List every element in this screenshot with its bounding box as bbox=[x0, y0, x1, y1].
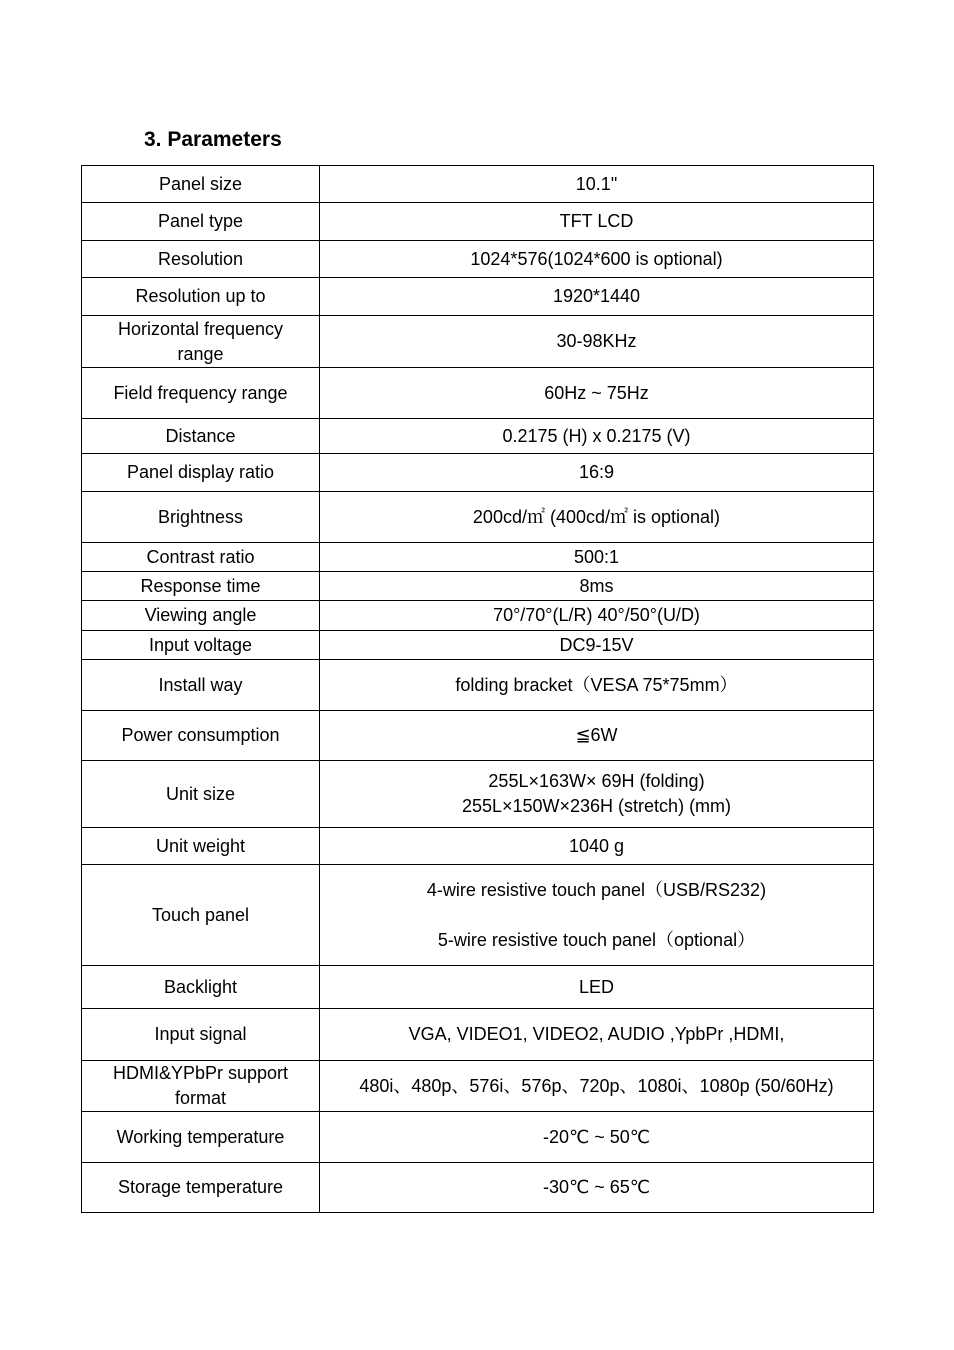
table-row bbox=[82, 543, 874, 572]
param-value: 70°/70°(L/R) 40°/50°(U/D) bbox=[320, 601, 874, 631]
table-row bbox=[82, 166, 874, 203]
table-row bbox=[82, 631, 874, 660]
param-label: Input signal bbox=[82, 1009, 320, 1061]
param-value: folding bracket（VESA 75*75mm） bbox=[320, 660, 874, 711]
param-value: DC9-15V bbox=[320, 631, 874, 660]
param-label: Touch panel bbox=[82, 865, 320, 966]
param-value: 8ms bbox=[320, 572, 874, 601]
param-label: Working temperature bbox=[82, 1112, 320, 1163]
table-row bbox=[82, 1163, 874, 1213]
table-row bbox=[82, 660, 874, 711]
table-row bbox=[82, 601, 874, 631]
param-value-line: 255L×150W×236H (stretch) (mm) bbox=[461, 796, 732, 816]
param-value: 0.2175 (H) x 0.2175 (V) bbox=[320, 419, 874, 454]
param-label: Field frequency range bbox=[82, 368, 320, 419]
param-value-line: 5-wire resistive touch panel（optional） bbox=[437, 929, 756, 950]
table-row bbox=[82, 241, 874, 278]
param-value: 1024*576(1024*600 is optional) bbox=[320, 241, 874, 278]
param-value: ≦6W bbox=[320, 711, 874, 761]
param-value: LED bbox=[320, 966, 874, 1009]
param-label: Install way bbox=[82, 660, 320, 711]
param-label-line: format bbox=[174, 1088, 226, 1108]
table-row bbox=[82, 572, 874, 601]
table-row bbox=[82, 454, 874, 492]
param-value: VGA, VIDEO1, VIDEO2, AUDIO ,YpbPr ,HDMI, bbox=[320, 1009, 874, 1061]
param-label-line: range bbox=[177, 343, 224, 364]
param-label: Unit size bbox=[82, 761, 320, 828]
param-label: Input voltage bbox=[82, 631, 320, 660]
param-label: Panel display ratio bbox=[82, 454, 320, 492]
param-value: -20℃ ~ 50℃ bbox=[320, 1112, 874, 1163]
param-value: 500:1 bbox=[320, 543, 874, 572]
param-value: 480i、480p、576i、576p、720p、1080i、1080p (50/60Hz) bbox=[320, 1061, 874, 1112]
table-row bbox=[82, 419, 874, 454]
table-row bbox=[82, 368, 874, 419]
table-row bbox=[82, 203, 874, 241]
param-value: 200cd/㎡ (400cd/㎡ is optional) bbox=[320, 492, 874, 543]
param-label: Panel type bbox=[82, 203, 320, 241]
param-label: Power consumption bbox=[82, 711, 320, 761]
param-value: 60Hz ~ 75Hz bbox=[320, 368, 874, 419]
param-label: Panel size bbox=[82, 166, 320, 203]
table-row bbox=[82, 761, 874, 828]
table-row bbox=[82, 828, 874, 865]
param-label: Resolution bbox=[82, 241, 320, 278]
param-value: TFT LCD bbox=[320, 203, 874, 241]
param-label: Unit weight bbox=[82, 828, 320, 865]
param-label-line: HDMI&YPbPr support bbox=[112, 1063, 289, 1083]
param-value: 30-98KHz bbox=[320, 316, 874, 368]
table-row bbox=[82, 1112, 874, 1163]
param-value: 1920*1440 bbox=[320, 278, 874, 316]
table-row bbox=[82, 865, 874, 966]
param-value bbox=[320, 865, 874, 966]
param-label: Backlight bbox=[82, 966, 320, 1009]
param-label: Brightness bbox=[82, 492, 320, 543]
param-value: 10.1" bbox=[320, 166, 874, 203]
param-value bbox=[320, 761, 874, 828]
param-label bbox=[82, 1061, 320, 1112]
table-row bbox=[82, 1061, 874, 1112]
param-label: Resolution up to bbox=[82, 278, 320, 316]
table-row bbox=[82, 966, 874, 1009]
table-row bbox=[82, 711, 874, 761]
param-value-line: 255L×163W× 69H (folding) bbox=[488, 771, 705, 791]
param-value: -30℃ ~ 65℃ bbox=[320, 1163, 874, 1213]
table-row bbox=[82, 278, 874, 316]
param-label: Viewing angle bbox=[82, 601, 320, 631]
section-title: 3. Parameters bbox=[144, 128, 282, 151]
param-label bbox=[82, 316, 320, 368]
parameters-table bbox=[81, 165, 874, 1213]
param-label: Contrast ratio bbox=[82, 543, 320, 572]
table-row bbox=[82, 1009, 874, 1061]
param-label: Storage temperature bbox=[82, 1163, 320, 1213]
table-row bbox=[82, 316, 874, 368]
param-value-line: 4-wire resistive touch panel（USB/RS232) bbox=[426, 879, 767, 900]
param-value: 1040 g bbox=[320, 828, 874, 865]
param-label-line: Horizontal frequency bbox=[117, 318, 284, 339]
param-value: 16:9 bbox=[320, 454, 874, 492]
param-label: Distance bbox=[82, 419, 320, 454]
table-row bbox=[82, 492, 874, 543]
param-label: Response time bbox=[82, 572, 320, 601]
